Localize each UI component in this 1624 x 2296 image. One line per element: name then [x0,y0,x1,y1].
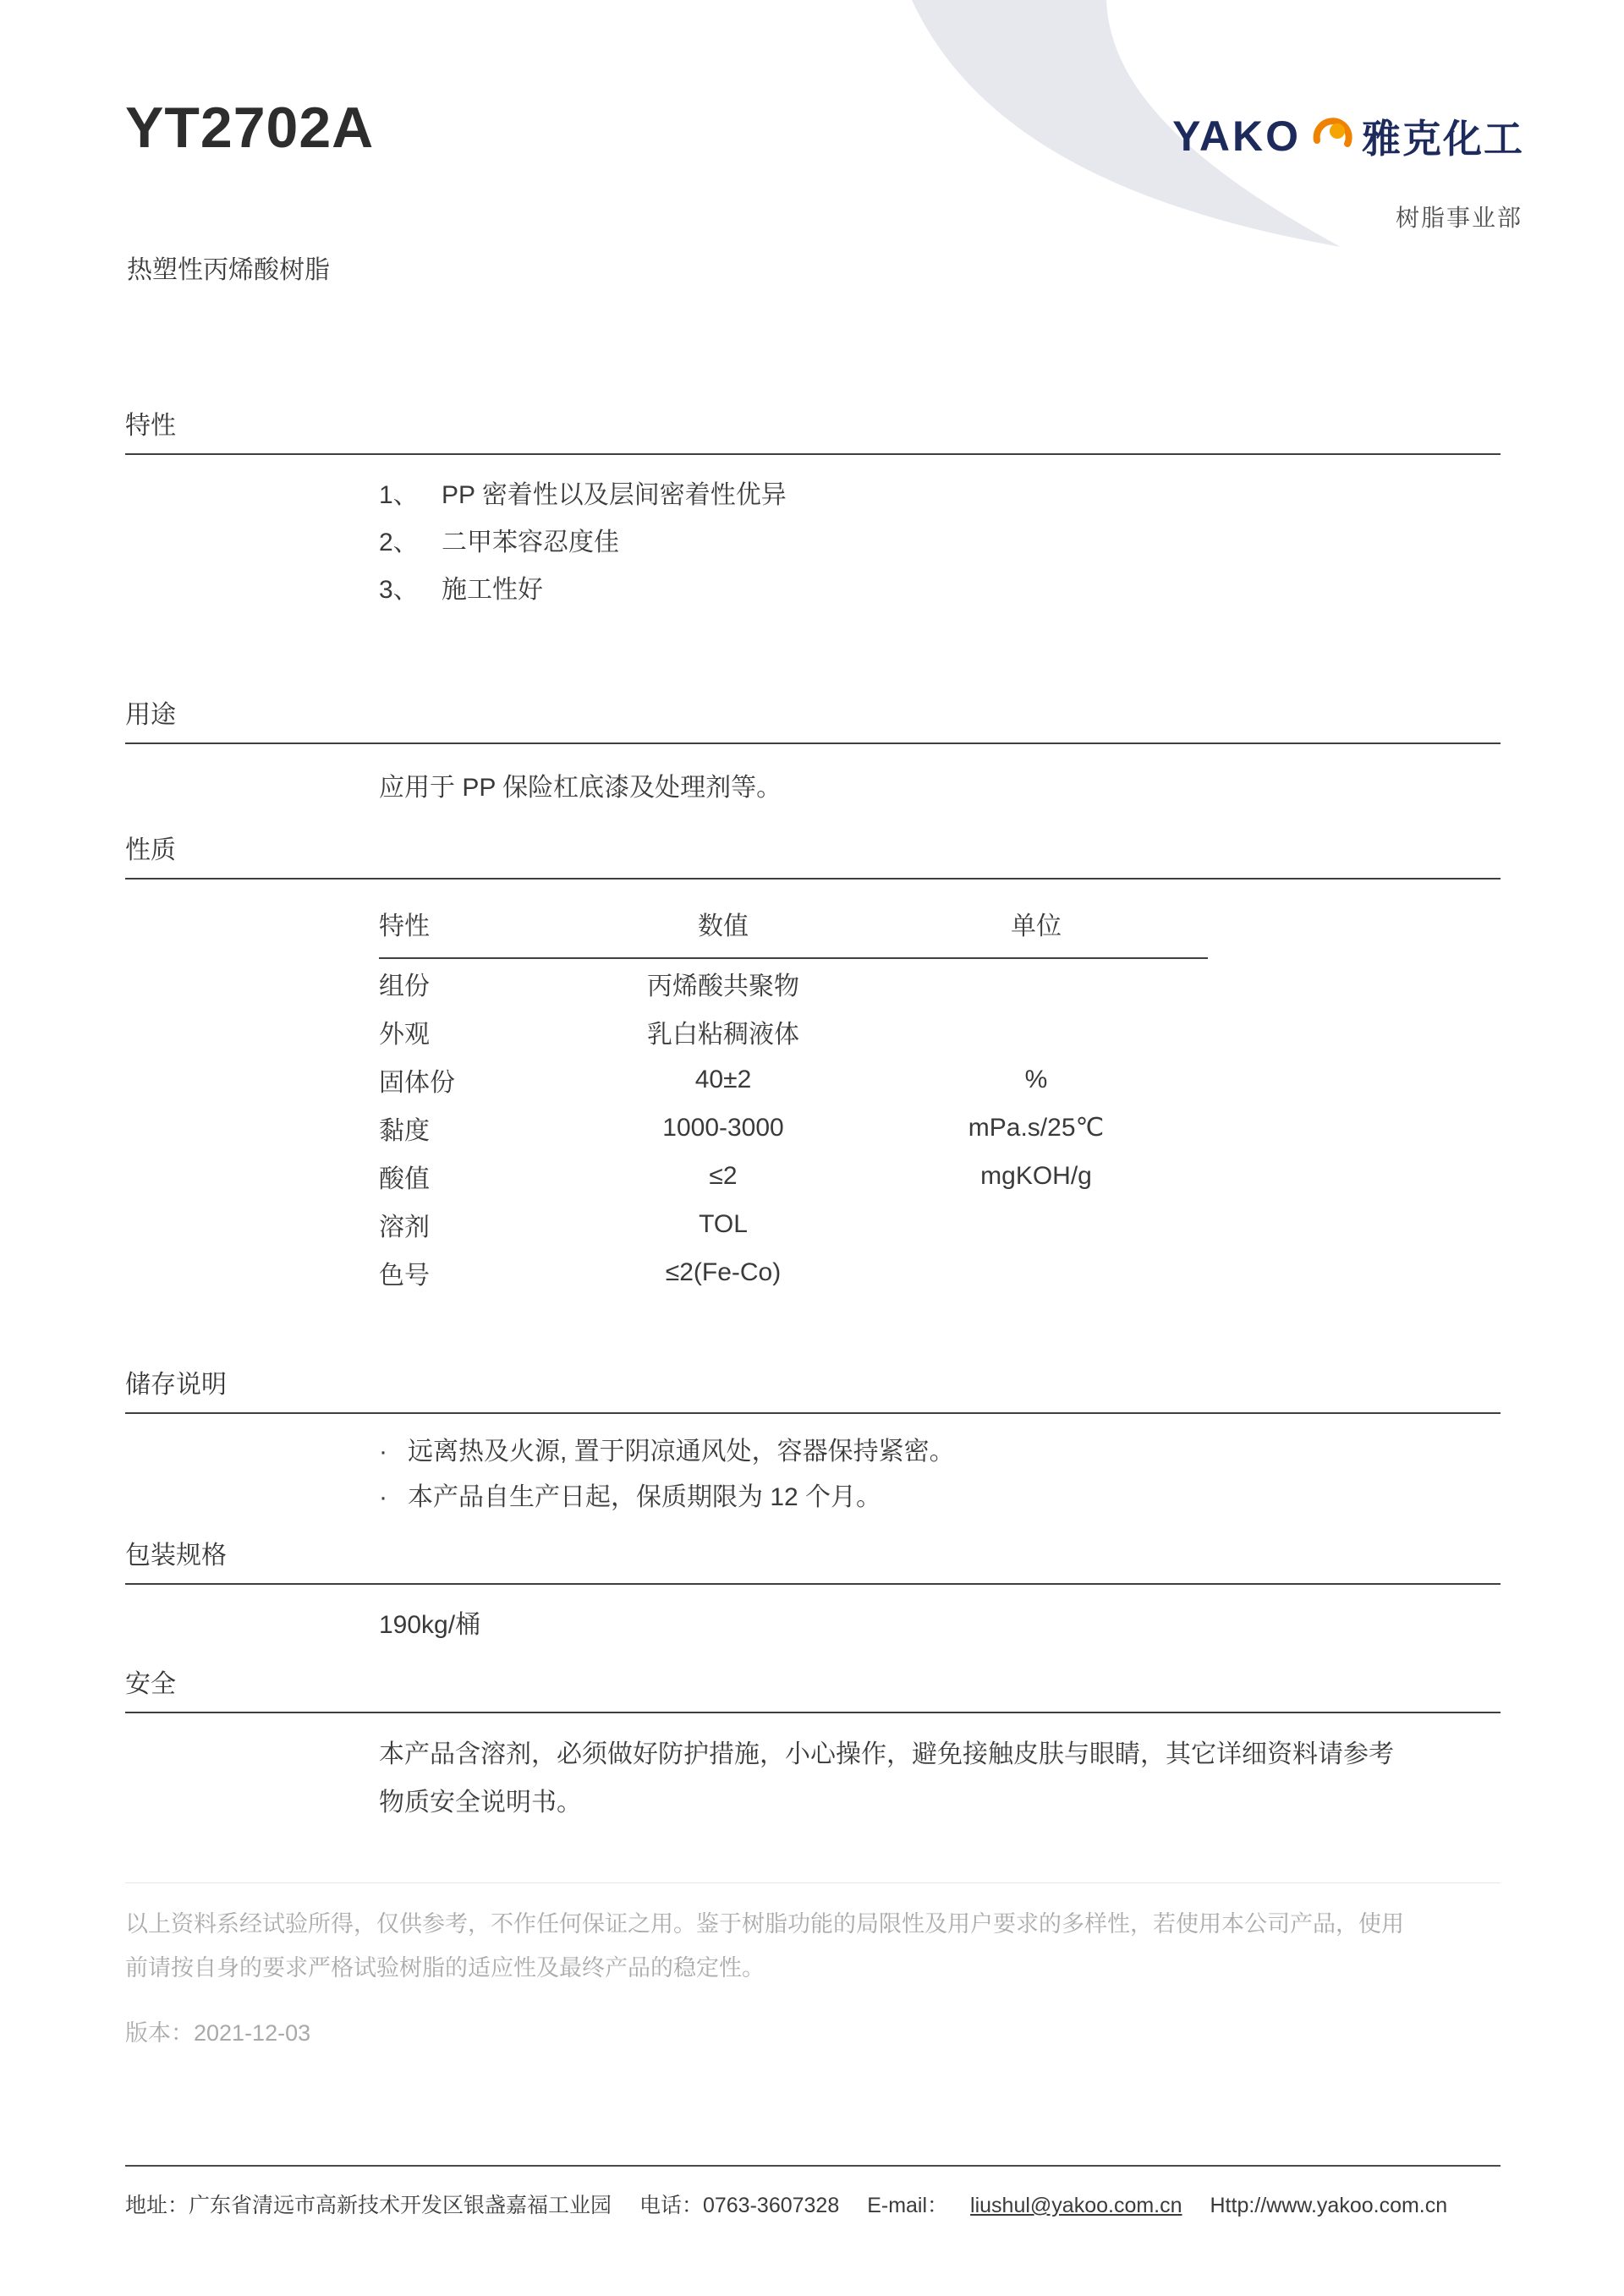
table-cell-value: ≤2 [709,1161,738,1190]
feature-number: 1、 [379,481,419,509]
section-heading-usage: 用途 [125,700,1501,744]
table-cell-name: 外观 [379,1020,430,1049]
properties-table [379,905,1208,1296]
table-cell-value: ≤2(Fe-Co) [665,1258,782,1286]
table-header-cell: 数值 [698,912,749,940]
table-cell-unit: % [1024,1065,1048,1093]
table-cell-value: 乳白粘稠液体 [647,1020,799,1049]
table-row [379,1104,1208,1152]
table-cell-name: 组份 [379,972,430,1000]
table-cell-unit: mgKOH/g [980,1161,1092,1190]
table-header-cell: 单位 [1011,912,1062,940]
table-cell-value: 40±2 [694,1065,752,1093]
disclaimer [125,1882,1501,1990]
feature-item [379,472,787,519]
footer-email-label: E-mail： [867,2194,949,2217]
disclaimer-line: 以上资料系经试验所得，仅供参考，不作任何保证之用。鉴于树脂功能的局限性及用户要求的多样性，若使用本公司产品，使用 [125,1911,1404,1937]
feature-text: PP 密着性以及层间密着性优异 [442,481,787,509]
packaging-text: 190kg/桶 [379,1611,481,1639]
bullet-icon: · [379,1438,387,1466]
footer-phone: 电话：0763-3607328 [639,2194,840,2217]
footer-email [867,2194,1188,2217]
table-cell-value: 1000-3000 [662,1113,784,1142]
feature-text: 二甲苯容忍度佳 [442,529,619,556]
table-cell-value: TOL [699,1209,748,1238]
table-cell-name: 固体份 [379,1068,455,1097]
usage-text: 应用于 PP 保险杠底漆及处理剂等。 [379,774,782,802]
email-link[interactable]: liushul@yakoo.com.cn [970,2194,1182,2217]
feature-item [379,567,787,614]
feature-item [379,519,787,567]
section-heading-features: 特性 [125,411,1501,455]
brand-latin-text: YAKO [1172,112,1301,160]
feature-number: 2、 [379,529,419,556]
storage-item [379,1475,955,1521]
section-heading-safety: 安全 [125,1669,1501,1713]
storage-item [379,1429,955,1475]
table-header-row [379,905,1208,959]
footer-address: 地址：广东省清远市高新技术开发区银盏嘉福工业园 [125,2194,612,2217]
table-cell-name: 溶剂 [379,1213,430,1241]
safety-text [379,1730,1394,1827]
table-header-cell: 特性 [379,912,430,940]
brand-cn-text: 雅克化工 [1362,117,1524,161]
division-label: 树脂事业部 [1395,205,1522,231]
footer [125,2165,1501,2219]
table-cell-name: 酸值 [379,1164,430,1193]
table-row [379,1200,1208,1248]
table-cell-name: 色号 [379,1261,430,1290]
disclaimer-line: 前请按自身的要求严格试验树脂的适应性及最终产品的稳定性。 [125,1955,765,1981]
table-cell-name: 黏度 [379,1116,430,1145]
section-heading-storage: 储存说明 [125,1370,1501,1414]
section-heading-packaging: 包装规格 [125,1541,1501,1585]
table-row [379,1248,1208,1296]
table-row [379,959,1208,1007]
product-subtitle: 热塑性丙烯酸树脂 [127,256,330,284]
table-row [379,1152,1208,1200]
table-cell-unit: mPa.s/25℃ [968,1114,1105,1142]
storage-list [379,1429,955,1521]
section-heading-properties: 性质 [125,836,1501,879]
version-label: 版本：2021-12-03 [125,2020,311,2046]
table-cell-value: 丙烯酸共聚物 [647,972,799,1000]
table-row [379,1007,1208,1055]
brand-emblem-icon [1309,114,1353,158]
brand-logo [1172,108,1524,164]
feature-list [379,472,787,614]
safety-line: 本产品含溶剂，必须做好防护措施，小心操作，避免接触皮肤与眼睛，其它详细资料请参考 [379,1740,1394,1768]
bullet-icon: · [379,1483,387,1511]
footer-website: Http://www.yakoo.com.cn [1210,2194,1448,2217]
table-row [379,1055,1208,1104]
storage-text: 远离热及火源, 置于阴凉通风处，容器保持紧密。 [408,1438,955,1466]
storage-text: 本产品自生产日起，保质期限为 12 个月。 [408,1483,882,1511]
page-title: YT2702A [125,96,375,160]
feature-number: 3、 [379,576,419,604]
safety-line: 物质安全说明书。 [379,1789,582,1817]
feature-text: 施工性好 [442,576,543,604]
